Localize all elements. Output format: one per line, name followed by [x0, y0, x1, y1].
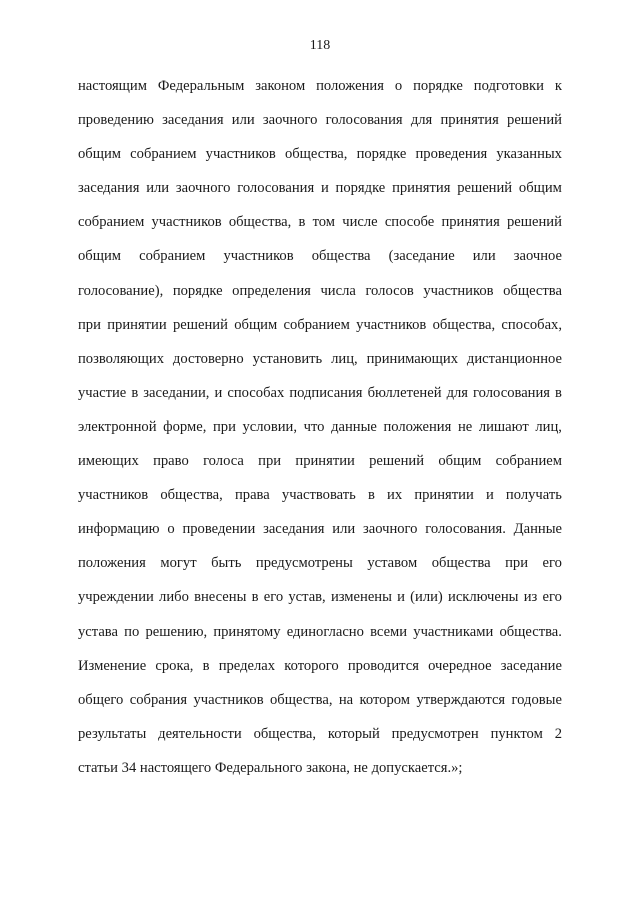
word: или — [231, 112, 255, 129]
word: о — [394, 78, 403, 94]
word: заочное — [513, 248, 562, 265]
word: общего — [78, 691, 124, 708]
word: 2 — [554, 725, 562, 742]
word: пределах — [218, 657, 276, 674]
word: его — [542, 555, 562, 572]
text-line — [78, 517, 562, 551]
text-line — [78, 483, 562, 517]
word: электронной — [78, 418, 157, 435]
word: том — [312, 214, 336, 231]
word: подписания — [289, 384, 363, 401]
word: учреждении — [78, 589, 154, 606]
word: который — [327, 725, 380, 742]
word: дистанционное — [466, 350, 562, 367]
word: положения — [383, 418, 452, 435]
word: внесены — [194, 589, 247, 606]
word: способах, — [501, 316, 562, 333]
word: решений — [457, 180, 513, 197]
word: участников — [151, 214, 222, 231]
word: пунктом — [490, 725, 543, 742]
word: общества, — [228, 214, 292, 231]
text-line — [78, 688, 562, 722]
word: достоверно — [172, 350, 244, 367]
word: форме, — [163, 418, 207, 435]
word: исключены — [448, 589, 519, 606]
word: числа — [320, 282, 356, 299]
word: по — [124, 623, 140, 640]
word: данные — [331, 418, 377, 435]
word: их — [387, 487, 403, 504]
word: при — [78, 316, 101, 333]
word: принятии — [107, 316, 167, 333]
word: очередное — [428, 657, 492, 674]
word: порядке — [356, 146, 407, 163]
word: лиц, — [331, 350, 358, 367]
word: общества. — [499, 623, 562, 640]
word: общества, — [284, 146, 348, 163]
word: заочного — [175, 180, 231, 197]
text-line — [78, 722, 562, 756]
word: лишают — [478, 418, 529, 435]
word: принятии — [295, 453, 355, 470]
word: участников — [78, 487, 149, 504]
word: собранием — [139, 248, 206, 265]
text-line — [78, 620, 562, 654]
word: условии, — [242, 418, 298, 435]
word: подготовки — [473, 78, 544, 94]
word: его — [263, 589, 284, 606]
word: решений — [369, 453, 425, 470]
word: права — [234, 487, 270, 504]
word: при — [258, 453, 282, 470]
text-line — [78, 415, 562, 449]
word: решений — [507, 112, 562, 129]
word: участников — [205, 146, 276, 163]
word: участников — [423, 282, 494, 299]
word: которого — [284, 657, 339, 674]
word: в — [202, 657, 210, 674]
word: определения — [232, 282, 311, 299]
word: общим — [438, 453, 482, 470]
word: закона, — [306, 759, 350, 776]
word: собранием — [283, 316, 350, 333]
word: на — [338, 691, 354, 708]
text-line — [78, 347, 562, 381]
word: к — [554, 78, 562, 94]
word: утверждаются — [416, 691, 506, 708]
word: собранием — [78, 214, 145, 231]
word: принятия — [440, 112, 499, 129]
word: проведению — [78, 112, 154, 129]
word: голосования — [325, 112, 403, 129]
word: устава — [78, 623, 118, 640]
word: (заседание — [388, 248, 455, 265]
word: голоса — [203, 453, 244, 470]
word: для — [446, 384, 468, 401]
word: голосования — [237, 180, 315, 197]
word: положения — [78, 555, 146, 572]
word: проведения — [415, 146, 488, 163]
word: получать — [505, 487, 562, 504]
word: принятия — [441, 214, 500, 231]
word: заседания — [78, 180, 140, 197]
word: уставом — [367, 555, 418, 572]
word: лиц, — [535, 418, 562, 435]
word: порядке — [335, 180, 386, 197]
word: принятия — [392, 180, 451, 197]
word: информацию — [78, 521, 160, 538]
word: настоящего — [139, 759, 212, 776]
word: общим — [234, 316, 278, 333]
word: при — [212, 418, 236, 435]
word: деятельности — [158, 725, 242, 742]
word: голосование), — [78, 282, 164, 299]
word: решений — [172, 316, 228, 333]
word: срока, — [155, 657, 194, 674]
word: принимающих — [366, 350, 458, 367]
word: в — [367, 487, 375, 504]
word: и — [320, 180, 329, 197]
word: собрания — [129, 691, 188, 708]
word: что — [303, 418, 325, 435]
word: числе — [342, 214, 378, 231]
word: участие — [78, 384, 127, 401]
word: порядке — [172, 282, 223, 299]
word: общим — [518, 180, 562, 197]
word: принятии — [414, 487, 474, 504]
word: единогласно — [286, 623, 364, 640]
page-number: 118 — [309, 38, 331, 53]
word: общим — [78, 248, 122, 265]
word: котором — [359, 691, 411, 708]
word: его — [542, 589, 562, 606]
word: Данные — [513, 521, 562, 538]
word: общества, — [269, 691, 333, 708]
word: или — [472, 248, 496, 265]
word: положения — [316, 78, 384, 94]
word: решений — [506, 214, 562, 231]
word: проведении — [182, 521, 256, 538]
word: проводится — [347, 657, 419, 674]
word: годовые — [511, 691, 562, 708]
text-line — [78, 381, 562, 415]
word: или — [332, 521, 356, 538]
word: голосования. — [425, 521, 506, 538]
word: не — [457, 418, 473, 435]
word: Федеральным — [157, 78, 245, 94]
word: бюллетеней — [367, 384, 442, 401]
word: статьи — [78, 759, 118, 776]
word: устав, — [288, 589, 326, 606]
word: быть — [211, 555, 242, 572]
word: (или) — [410, 589, 443, 606]
word: имеющих — [78, 453, 139, 470]
word: предусмотрены — [255, 555, 353, 572]
word: для — [410, 112, 433, 129]
word: заочного — [262, 112, 318, 129]
word: всеми — [370, 623, 408, 640]
word: принятому — [213, 623, 281, 640]
word: позволяющих — [78, 350, 165, 367]
word: общим — [78, 146, 122, 163]
word: настоящим — [78, 78, 147, 94]
word: изменены — [330, 589, 392, 606]
word: решению, — [145, 623, 208, 640]
word: Федерального — [214, 759, 303, 776]
word: в — [298, 214, 306, 231]
text-line — [78, 176, 562, 210]
text-line — [78, 313, 562, 347]
word: и — [485, 487, 494, 504]
word: голосов — [365, 282, 414, 299]
text-line — [78, 449, 562, 483]
word: в — [251, 589, 259, 606]
word: собранием — [130, 146, 197, 163]
text-line — [78, 551, 562, 585]
word: способе — [384, 214, 435, 231]
word: либо — [159, 589, 189, 606]
word: при — [505, 555, 529, 572]
word: участников — [193, 691, 264, 708]
word: общества — [503, 282, 562, 299]
word: участников — [356, 316, 427, 333]
text-line — [78, 244, 562, 278]
word: из — [523, 589, 538, 606]
text-line — [78, 279, 562, 313]
word: предусмотрен — [391, 725, 479, 742]
word: общества, — [160, 487, 223, 504]
word: право — [153, 453, 189, 470]
word: не — [353, 759, 368, 776]
word: заседания — [162, 112, 224, 129]
word: или — [146, 180, 170, 197]
word: заседании, — [143, 384, 210, 401]
text-line — [78, 210, 562, 244]
word: общества — [311, 248, 371, 265]
word: общества — [431, 555, 491, 572]
word: заседания — [263, 521, 325, 538]
word: могут — [160, 555, 197, 572]
word: указанных — [496, 146, 562, 163]
word: участниками — [413, 623, 494, 640]
word: способах — [227, 384, 285, 401]
word: и — [214, 384, 223, 401]
text-line — [78, 108, 562, 142]
word: участвовать — [281, 487, 356, 504]
word: в — [555, 384, 562, 401]
word: общества, — [432, 316, 496, 333]
text-line — [78, 142, 562, 176]
word: в — [131, 384, 139, 401]
text-line — [78, 74, 562, 108]
word: общества, — [253, 725, 317, 742]
word: участников — [223, 248, 294, 265]
text-line — [78, 654, 562, 688]
text-line — [78, 585, 562, 619]
text-line — [78, 756, 562, 790]
word: порядке — [413, 78, 463, 94]
body-text — [78, 74, 562, 790]
word: законом — [255, 78, 306, 94]
word: установить — [252, 350, 323, 367]
word: и — [397, 589, 405, 606]
word: допускается.»; — [371, 759, 463, 776]
word: 34 — [121, 759, 137, 776]
word: о — [167, 521, 175, 538]
word: заседание — [500, 657, 562, 674]
word: заочного — [362, 521, 418, 538]
word: Изменение — [78, 657, 147, 674]
word: результаты — [78, 725, 147, 742]
word: собранием — [495, 453, 562, 470]
word: голосования — [473, 384, 550, 401]
